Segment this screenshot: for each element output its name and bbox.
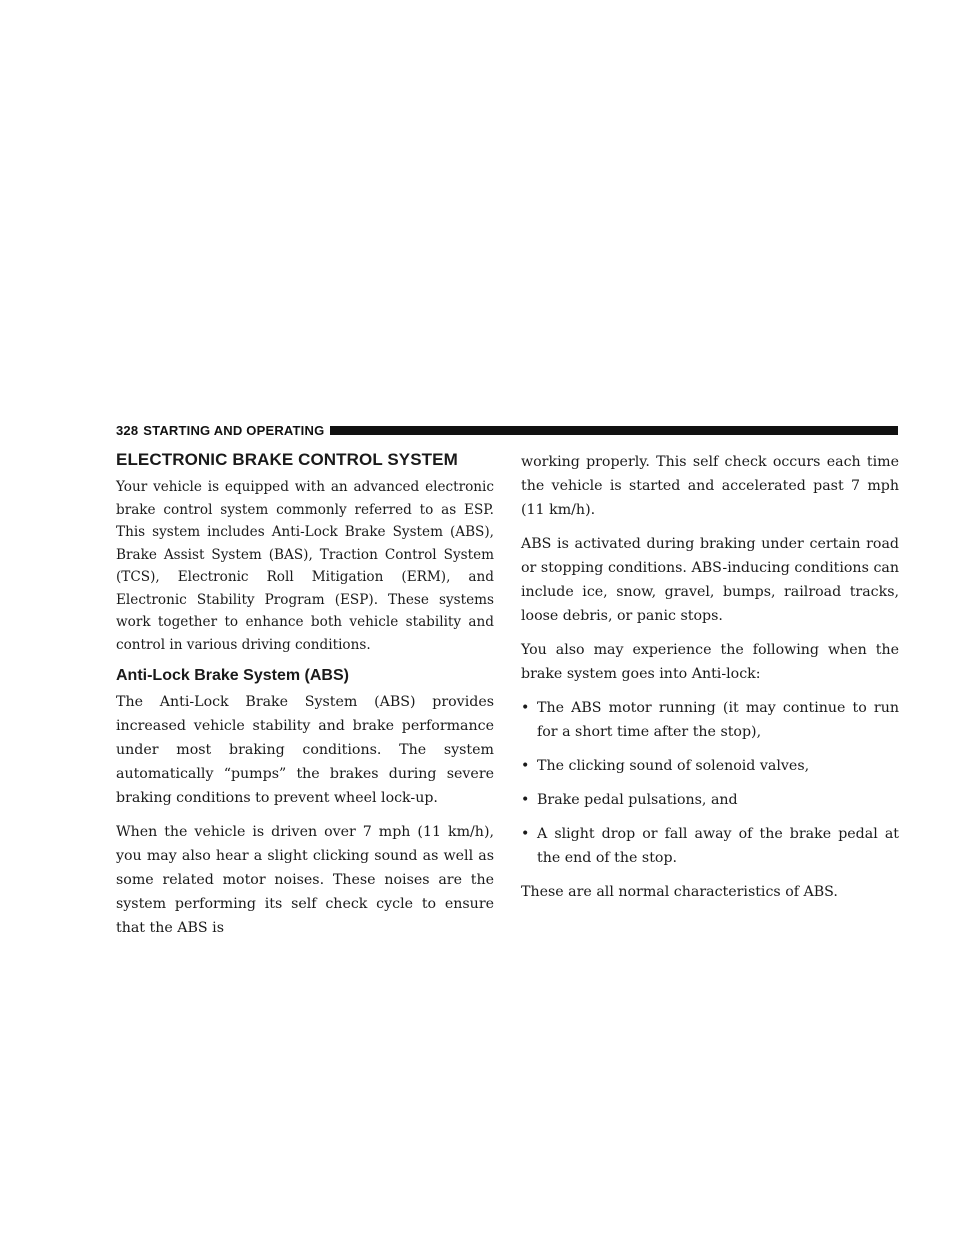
list-item bbox=[521, 696, 899, 744]
intro-paragraph: Your vehicle is equipped with an advanced electronic brake control system commonly referred to as ESP. This system includes Anti-Lock Brake System (ABS), Brake Assist System (BAS), Traction Control System (TCS), Electronic Roll Mitigation (ERM), and Electronic Stability Program (ESP). These systems work together to enhance both vehicle stability and control in various driving conditions. bbox=[116, 479, 494, 653]
list-item-text: A slight drop or fall away of the brake pedal at the end of the stop. bbox=[537, 826, 899, 866]
experience-paragraph: You also may experience the following when the brake system goes into Anti-lock: bbox=[521, 642, 899, 682]
section-heading: ELECTRONIC BRAKE CONTROL SYSTEM bbox=[116, 450, 458, 469]
section-title: STARTING AND OPERATING bbox=[143, 422, 325, 438]
abs-paragraph-1: The Anti-Lock Brake System (ABS) provides increased vehicle stability and brake performance under most braking conditions. The system automatically “pumps” the brakes during severe braking conditions to prevent wheel lock-up. bbox=[116, 694, 494, 806]
bullet-icon: • bbox=[521, 700, 530, 716]
list-item-text: Brake pedal pulsations, and bbox=[537, 792, 738, 808]
left-column bbox=[116, 450, 494, 950]
abs-symptom-list bbox=[521, 696, 899, 870]
bullet-icon: • bbox=[521, 826, 530, 842]
bullet-icon: • bbox=[521, 792, 530, 808]
page-number: 328 bbox=[116, 422, 139, 438]
abs-subheading: Anti-Lock Brake System (ABS) bbox=[116, 667, 349, 684]
continued-paragraph: working properly. This self check occurs each time the vehicle is started and accelerated past 7 mph (11 km/h). bbox=[521, 454, 899, 518]
list-item-text: The ABS motor running (it may continue to run for a short time after the stop), bbox=[537, 700, 899, 740]
activation-paragraph: ABS is activated during braking under certain road or stopping conditions. ABS-inducing conditions can include ice, snow, gravel, bumps, railroad tracks, loose debris, or panic stops. bbox=[521, 536, 899, 624]
list-item bbox=[521, 788, 899, 812]
list-item bbox=[521, 822, 899, 870]
header-rule bbox=[330, 426, 898, 435]
right-column bbox=[521, 450, 899, 914]
bullet-icon: • bbox=[521, 758, 530, 774]
closing-paragraph: These are all normal characteristics of ABS. bbox=[521, 884, 838, 900]
abs-paragraph-2: When the vehicle is driven over 7 mph (11 km/h), you may also hear a slight clicking sound as well as some related motor noises. These noises are the system performing its self check cycle to ensure that the ABS is bbox=[116, 824, 494, 936]
list-item bbox=[521, 754, 899, 778]
list-item-text: The clicking sound of solenoid valves, bbox=[537, 758, 810, 774]
page-header bbox=[116, 421, 898, 439]
